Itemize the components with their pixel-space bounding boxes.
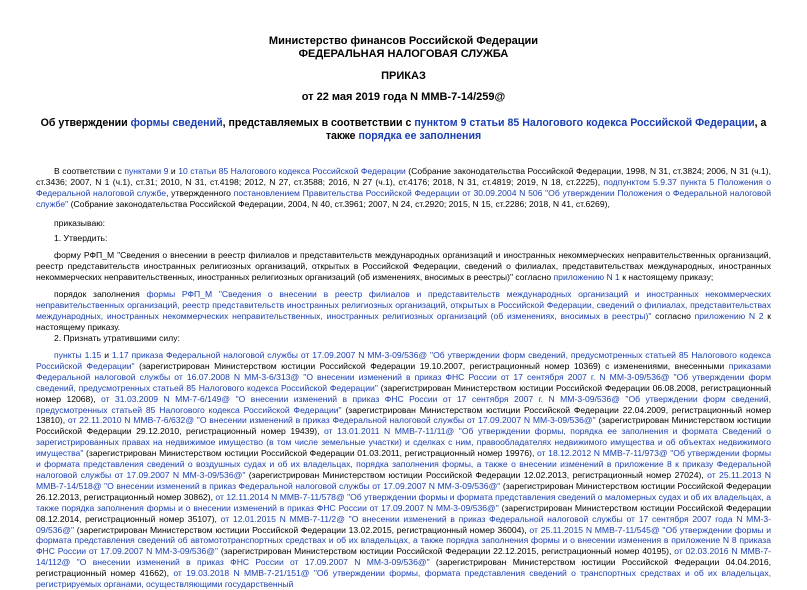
link-order-mm-3-09-536[interactable]: 1.17 приказа Федеральной налоговой службы от 17.09.2007 N ММ-3-09/536@ "Об утверждении форм сведений, предусмотренных статьей 85 Налогового кодекса Российской Федерации" — [36, 350, 771, 371]
title-link-tax-code[interactable]: пунктом 9 статьи 85 Налогового кодекса Российской Федерации — [414, 117, 755, 129]
title-link-form[interactable]: формы сведений — [130, 117, 223, 129]
link-point-1-15[interactable]: пункты 1.15 — [54, 350, 102, 360]
link-appendix-2[interactable]: приложению N 2 — [694, 310, 764, 321]
repeal-text: (зарегистрирован Министерством юстиции Российской Федерации 01.03.2011, регистрационный номер 19976), — [83, 448, 537, 459]
document-date-number: от 22 мая 2019 года N ММВ-7-14/259@ — [301, 91, 506, 103]
link-subpoint-5-9-37[interactable]: подпунктом 5.9.37 пункта 5 Положения о Федеральной налоговой службе — [36, 176, 771, 198]
link-order-2013[interactable]: от 25.11.2013 N ММВ-7-14/518@ "О внесении изменений в приказ Федеральной налоговой службы от 17.09.2007 N ММ-3-09/536@" — [36, 469, 771, 491]
intro-text: В соответствии с — [54, 166, 125, 176]
repeal-text: (зарегистрирован Министерством юстиции Российской Федерации 22.04.2009, регистрационный номер 13810), — [36, 404, 771, 426]
title-text: , представляемых в соответствии с — [222, 117, 415, 129]
form-text: форму РФП_М "Сведения о внесении в реестр филиалов и представительств международных организаций и иностранных некоммерческих неправительственных организаций, реестр представительств иностранных религиозных организаций, открытых в Российской Федерации, сведений о филиалах, представительствах международных, иностранных некоммерческих неправительственных, иностранных религиозных организаций (об изменениях, вносимых в реестры)" согласно — [36, 250, 771, 282]
intro-text: , утвержденного — [166, 187, 234, 198]
title-link-procedure[interactable]: порядка ее заполнения — [358, 130, 482, 142]
repeal-text: (зарегистрирован Министерством юстиции Российской Федерации 22.12.2015, регистрационный номер 40195), — [218, 546, 675, 557]
intro-text: и — [168, 166, 179, 176]
intro-paragraph — [36, 166, 771, 210]
title-text: , а также — [325, 117, 767, 142]
repeal-text: (зарегистрирован Министерством юстиции Российской Федерации 13.02.2015, регистрационный номер 36004), — [74, 524, 530, 535]
link-government-decree[interactable]: постановлением Правительства Российской Федерации от 30.09.2004 N 506 "Об утверждении Положения о Федеральной налоговой службе" — [36, 187, 772, 209]
repeal-text: (зарегистрирован Министерством юстиции Российской Федерации 04.04.2016, регистрационный номер 41662), — [36, 557, 771, 579]
repeal-text: (зарегистрирован Министерством юстиции Российской Федерации 26.12.2013, регистрационный номер 30862), — [36, 480, 772, 502]
link-order-2008[interactable]: приказами Федеральной налоговой службы от 16.07.2008 N ММ-3-6/313@ "О внесении изменений в приказ ФНС России от 17 сентября 2007 г. N ММ-3-09/536@ "Об утверждении форм сведений, предусмотренных статьей 85 Налогового кодекса Российской Федерации" — [36, 360, 772, 393]
link-order-2015-jan[interactable]: от 12.01.2015 N ММВ-7-11/2@ "О внесении изменений в приказ Федеральной налоговой службы от 17 сентября 2007 года N ММ-3-09/536@" — [36, 513, 771, 535]
item-2: 2. Признать утратившими силу: — [54, 333, 180, 343]
link-order-2018[interactable]: от 19.03.2018 N ММВ-7-21/151@ "Об утверждении формы, формата представления сведений о транспортных средствах и об их владельцах, регистрируемых органами, осуществляющими государственный — [36, 568, 772, 590]
repeal-text: (зарегистрирован Министерством юстиции Российской Федерации 19.10.2007, регистрационный номер 10369) с изменениями, внесенными — [134, 360, 729, 371]
document-type: ПРИКАЗ — [381, 70, 426, 82]
link-order-2010[interactable]: от 22.11.2010 N ММВ-7-6/632@ "О внесении изменений в приказ Федеральной налоговой службы от 17.09.2007 N ММ-3-09/536@" — [67, 415, 596, 426]
form-text: к настоящему приказу; — [619, 271, 714, 282]
link-order-2014[interactable]: от 12.11.2014 N ММВ-7-11/578@ "Об утверждении формы и формата представления сведений о маломерных судах и об их владельцах, а также порядка заполнения формы и о внесении изменений в приказ ФНС России от 17.09.2007 N ММ-3-09/536@" — [36, 491, 771, 513]
procedure-text: к настоящему приказу. — [36, 310, 771, 332]
procedure-paragraph — [36, 289, 771, 333]
intro-text: (Собрание законодательства Российской Федерации, 1998, N 31, ст.3824; 2006, N 31 (ч.1), ст.3436; 2007, N 1 (ч.1), ст.31; 2010, N 31, ст.4198; 2012, N 27, ст.3588; 2016, N 27 (ч.1), ст.4176; 2018, N 31, ст.4819; 2019, N 18, ст.2225), — [36, 166, 771, 187]
link-order-2015-nov[interactable]: от 25.11.2015 N ММВ-7-11/545@ "Об утверждении формы и формата представления сведений об автомототранспортных средствах и об их владельцах, а также порядка заполнения формы и о внесении изменения в приложение N 8 приказа ФНС России от 17.09.2007 N ММ-3-09/536@" — [36, 524, 771, 557]
link-order-2012[interactable]: от 18.12.2012 N ММВ-7-11/973@ "Об утверждении формы и формата представления сведений о воздушных судах и об их владельцах, порядка заполнения формы, а также о внесении изменений в приложение 8 к приказу Федеральной налоговой службы от 17.09.2007 N ММ-3-09/536@" — [36, 448, 772, 480]
procedure-text: порядок заполнения — [54, 289, 147, 299]
repeal-text: (зарегистрирован Министерством юстиции Российской Федерации 08.12.2014, регистрационный номер 35107), — [36, 502, 772, 524]
link-order-2011[interactable]: от 13.01.2011 N ММВ-7-11/11@ "Об утверждении формы, порядка ее заполнения и формата Сведений о зарегистрированных правах на недвижимое имущество (в том числе земельные участки) и сделках с ним, правообладателях недвижимого имущества и об объектах недвижимого имущества" — [36, 426, 771, 459]
link-form-rfp-m[interactable]: формы РФП_М "Сведения о внесении в реестр филиалов и представительств международных организаций и иностранных некоммерческих неправительственных организаций, реестр представительств иностранных религиозных организаций, открытых в Российской Федерации, сведений о филиалах, представительствах международных, иностранных некоммерческих неправительственных, иностранных религиозных организаций (об изменениях, вносимых в реестры)" — [36, 289, 771, 321]
order-word: приказываю: — [54, 218, 106, 228]
repeal-text: (зарегистрирован Министерством юстиции Российской Федерации 12.02.2013, регистрационный номер 27024), — [245, 469, 708, 480]
link-appendix-1[interactable]: приложению N 1 — [553, 271, 620, 282]
service-name: ФЕДЕРАЛЬНАЯ НАЛОГОВАЯ СЛУЖБА — [298, 48, 509, 60]
document-title — [40, 117, 767, 143]
form-paragraph — [36, 250, 771, 283]
link-tax-code-art85[interactable]: 10 статьи 85 Налогового кодекса Российской Федерации — [178, 166, 406, 176]
repeal-text: (зарегистрирован Министерством юстиции Российской Федерации 29.12.2010, регистрационный номер 19439), — [36, 415, 771, 437]
link-order-2009[interactable]: от 31.03.2009 N ММ-7-6/149@ "О внесении изменений в приказ ФНС России от 17 сентября 2007 г. N ММ-3-09/536@ "Об утверждении форм сведений, предусмотренных статьей 85 Налогового кодекса Российской Федерации" — [36, 393, 771, 415]
intro-text: (Собрание законодательства Российской Федерации, 2004, N 40, ст.3961; 2007, N 24, ст.2920; 2015, N 15, ст.2286; 2018, N 41, ст.6269), — [68, 198, 610, 209]
ministry-name: Министерство финансов Российской Федерации — [268, 35, 539, 47]
repeal-paragraph — [36, 350, 772, 590]
item-1: 1. Утвердить: — [54, 233, 108, 243]
repeal-text: и — [101, 350, 112, 360]
link-points-9[interactable]: пунктами 9 — [124, 166, 169, 176]
title-text: Об утверждении — [40, 117, 131, 129]
procedure-text: согласно — [651, 310, 695, 321]
link-order-2016[interactable]: от 02.03.2016 N ММВ-7-14/112@ "О внесении изменений в приказ ФНС России от 17.09.2007 N ММ-3-09/536@" — [36, 546, 771, 568]
repeal-text: (зарегистрирован Министерством юстиции Российской Федерации 06.08.2008, регистрационный номер 12068), — [36, 382, 772, 404]
